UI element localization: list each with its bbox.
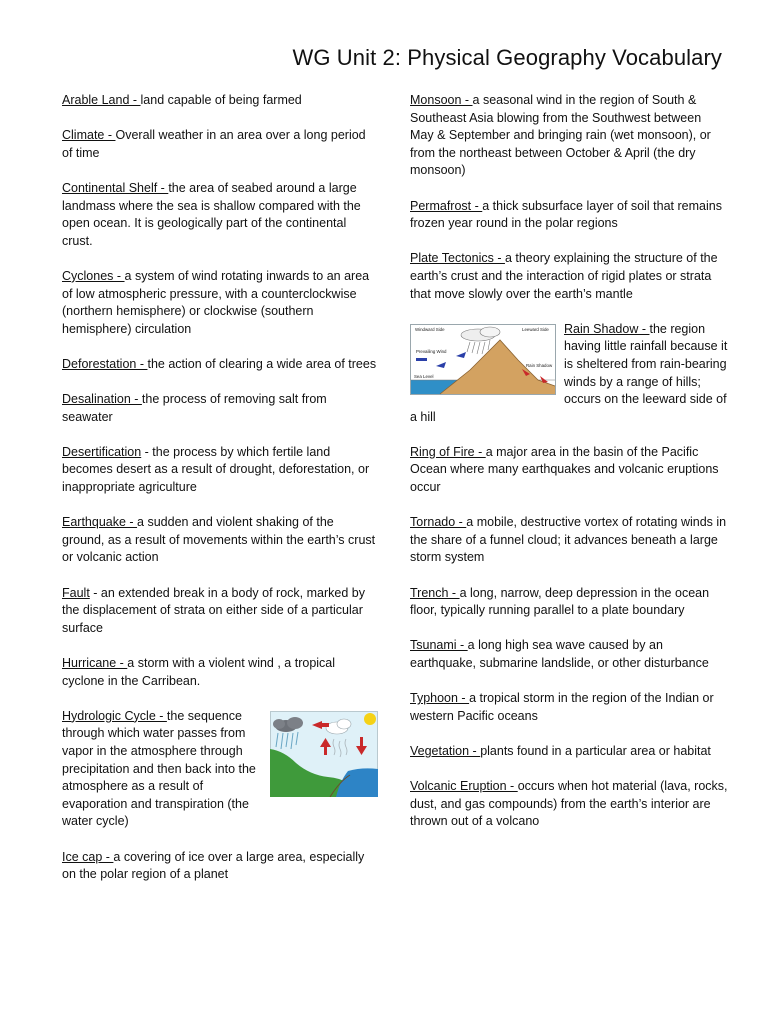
rain-shadow-label: Rain Shadow [526, 362, 553, 368]
vocab-term: Typhoon - [410, 691, 470, 706]
vocab-entry-hydrologic-cycle [62, 708, 378, 831]
vocab-definition: a long high sea wave caused by an earthquake, submarine landslide, or other disturbance [410, 638, 709, 670]
vocab-definition: a theory explaining the structure of the earth’s crust and the interaction of rigid plates or strata that move slowly over the earth’s mantle [410, 251, 718, 301]
vocab-term: Ring of Fire - [410, 444, 486, 459]
vocab-definition: a tropical storm in the region of the Indian or western Pacific oceans [410, 691, 714, 723]
vocab-definition: a system of wind rotating inwards to an area of low atmospheric pressure, with a counterclockwise (northern hemisphere) or clockwise (southern hemisphere) circulation [62, 268, 370, 336]
vocab-term: Arable Land - [62, 93, 141, 107]
vocab-term: Hydrologic Cycle - [62, 708, 167, 723]
vocab-term: Hurricane - [62, 656, 128, 670]
vocab-definition: the sequence through which water passes from vapor in the atmosphere through precipitation and then back into the atmosphere as a result of evaporation and transpiration (the water cycle) [62, 708, 256, 829]
vocab-entry-plate-tectonics [410, 250, 728, 303]
vocab-entry-desalination [62, 391, 378, 426]
vocab-entry-climate [62, 127, 378, 162]
vocab-definition: land capable of being farmed [140, 93, 302, 107]
vocab-term: Trench - [410, 585, 460, 600]
vocab-definition: a sudden and violent shaking of the ground, as a result of movements within the earth’s crust or volcanic action [62, 515, 376, 565]
windward-label: Windward Side [415, 326, 445, 332]
leeward-label: Leeward Side [522, 326, 549, 332]
left-column [62, 92, 378, 901]
vocab-term: Tsunami - [410, 638, 468, 653]
vocab-term: Ice cap - [62, 849, 114, 864]
vocab-definition: occurs when hot material (lava, rocks, dust, and gas compounds) from the earth’s interior are thrown out of a volcano [410, 779, 728, 829]
vocab-definition: the action of clearing a wide area of trees [147, 356, 377, 371]
vocab-entry-deforestation [62, 356, 378, 374]
vocab-definition: - the process by which fertile land becomes desert as a result of drought, deforestation, or inappropriate agriculture [62, 444, 370, 495]
vocab-entry-tornado [410, 514, 728, 567]
right-column [410, 92, 728, 849]
vocab-term: Tornado - [410, 515, 467, 530]
vocab-definition: a storm with a violent wind , a tropical cyclone in the Carribean. [62, 656, 336, 688]
vocab-definition: a long, narrow, deep depression in the ocean floor, typically running parallel to a plate boundary [410, 585, 710, 618]
vocab-definition: the process of removing salt from seawater [62, 392, 327, 424]
vocab-entry-ice-cap [62, 849, 378, 884]
vocab-definition: a major area in the basin of the Pacific Ocean where many earthquakes and volcanic eruptions occur [410, 444, 719, 495]
vocab-definition: - an extended break in a body of rock, marked by the displacement of strata on either side of a particular surface [62, 585, 365, 635]
water-cycle-diagram [270, 711, 378, 797]
vocab-definition: plants found in a particular area or habitat [480, 743, 711, 758]
vocab-term: Permafrost - [410, 198, 483, 213]
prevailing-wind-label: Prevailing Wind [416, 348, 447, 354]
vocab-definition: a covering of ice over a large area, especially on the polar region of a planet [62, 849, 365, 882]
vocab-definition: the region having little rainfall because it is sheltered from rain-bearing winds by a range of hills; occurs on the leeward side of a hill [410, 321, 728, 424]
vocab-entry-arable-land [62, 92, 378, 110]
vocab-entry-cyclones [62, 268, 378, 338]
vocab-entry-desertification [62, 444, 378, 497]
rain-shadow-image [410, 324, 556, 395]
vocab-entry-rain-shadow [410, 321, 728, 427]
sea-level-label: Sea Level [414, 373, 434, 379]
vocab-definition: a thick subsurface layer of soil that remains frozen year round in the polar regions [410, 198, 722, 231]
vocab-term: Cyclones - [62, 268, 125, 283]
vocab-term: Earthquake - [62, 515, 138, 530]
vocab-term: Desalination - [62, 392, 142, 407]
vocab-definition: a mobile, destructive vortex of rotating winds in the share of a funnel cloud; it advances beneath a large storm system [410, 515, 727, 565]
vocab-entry-continental-shelf [62, 180, 378, 250]
vocab-entry-fault [62, 585, 378, 638]
vocab-entry-permafrost [410, 198, 728, 233]
vocab-term: Continental Shelf - [62, 180, 169, 195]
vocab-definition: Overall weather in an area over a long period of time [62, 128, 366, 160]
vocab-definition: the area of seabed around a large landmass where the sea is shallow compared with the open ocean. It is geologically part of the continental crust. [62, 180, 361, 248]
vocab-definition: a seasonal wind in the region of South & Southeast Asia blowing from the Southwest between May & September and bringing rain (wet monsoon), or from the northeast between October & April (the dry monsoon) [410, 93, 711, 178]
vocab-entry-ring-of-fire [410, 444, 728, 497]
page-title: WG Unit 2: Physical Geography Vocabulary [292, 45, 722, 70]
vocab-term: Climate - [62, 128, 116, 143]
vocab-entry-typhoon [410, 690, 728, 725]
vocab-term: Fault [62, 585, 90, 600]
vocab-entry-earthquake [62, 514, 378, 567]
vocab-entry-hurricane [62, 655, 378, 690]
vocab-entry-vegetation [410, 743, 728, 761]
vocab-term: Vegetation - [410, 743, 481, 758]
vocab-entry-monsoon [410, 92, 728, 180]
rain-shadow-diagram [410, 324, 556, 395]
vocab-entry-trench [410, 585, 728, 620]
water-cycle-image [270, 711, 378, 797]
vocab-entry-tsunami [410, 637, 728, 672]
vocab-term: Volcanic Eruption - [410, 779, 518, 794]
vocab-term: Deforestation - [62, 356, 148, 371]
vocab-term: Plate Tectonics - [410, 251, 505, 266]
vocab-term: Desertification [62, 444, 142, 459]
vocab-term: Monsoon - [410, 93, 473, 107]
vocab-entry-volcanic-eruption [410, 778, 728, 831]
vocab-term: Rain Shadow - [564, 321, 650, 336]
